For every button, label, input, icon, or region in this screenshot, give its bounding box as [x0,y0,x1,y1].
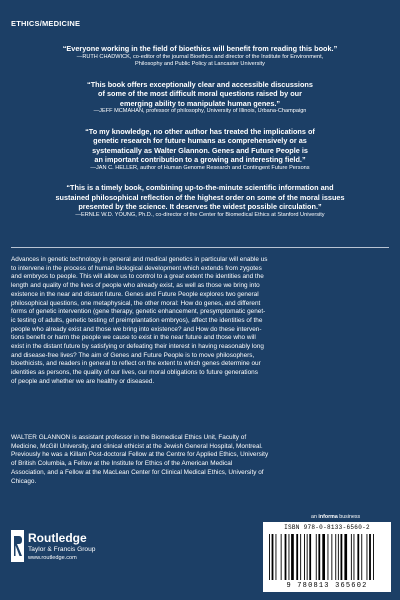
endorsements [0,44,400,230]
tagline-suffix: business [337,514,361,520]
quote-line: genetic research for future humans as comprehensively or as [93,136,307,146]
category-label: ETHICS/MEDICINE [11,19,81,28]
quote-line: systematically as Walter Glannon. Genes and Future People is [92,145,308,155]
description-line: bioethicists, and readers in general to reflect on the extent to which genes determine our [11,360,261,368]
description-line: tions benefit or harm the people we cause to exist in the near future and those who will [11,334,256,342]
author-bio [11,434,391,486]
parent-company-tagline [311,514,360,520]
quote-line: “This book offers exceptionally clear and accessible discussions [87,79,313,89]
publisher-group: Taylor & Francis Group [28,546,96,553]
description-line: and disease-free lives? The aim of Genes and Future People is to move philosophers, [11,351,255,359]
quote-line: an important contribution to a growing and interesting field.” [94,155,306,165]
routledge-logo-icon [11,530,24,562]
quote-line: “Everyone working in the field of bioethics will benefit from reading this book.” [62,44,338,53]
endorsement-quote [0,80,400,116]
description-line: ic testing of adults, genetic testing of preimplantation embryos), affect the identities of the [11,316,263,324]
description-line: and embryos to people. This will allow us to control to a great extent the identities and the [11,273,264,281]
description-line: existence in the near and distant future. Genes and Future People explores two general [11,290,259,298]
endorsement-quote [0,127,400,173]
description-line: forms of genetic intervention (gene therapy, genetic enhancement, presymptomatic genet- [11,308,266,316]
description-line: to intervene in the process of human biological development which extends from zygotes [11,264,262,272]
description-line: identities as persons, the quality of our lives, our moral obligations to future generations [11,369,258,377]
quote-line: “This is a timely book, combining up-to-the-minute scientific information and [66,183,334,193]
description-line: exist in the distant future by satisfying or defeating their interest in having reasonably long [11,343,264,351]
quote-attribution: —JEFF MCMAHAN, professor of philosophy, University of Illinois, Urbana-Champaign [93,108,307,115]
parent-company-name: informa [318,514,338,520]
quote-line: emerging ability to manipulate human genes.” [119,98,281,108]
endorsement-quote [0,183,400,219]
quote-line: sustained philosophical reflection of the highest order on some of the moral issues [55,192,345,202]
description-line: people who already exist and those we bring into existence? and How do these interven- [11,325,262,333]
section-divider [11,247,389,248]
barcode-image [263,532,391,582]
publisher-name: Routledge [28,531,87,545]
description-line: Advances in genetic technology in general and medical genetics in particular will enable us [11,256,268,263]
quote-attribution: —JAN C. HELLER, author of Human Genome Research and Contingent Future Persons [90,164,310,171]
bio-line: Medicine, McGill University, and clinical ethicist at the Jewish General Hospital, Montreal. [11,442,263,450]
bio-line: Previously he was a Killam Post-doctoral Fellow at the Centre for Applied Ethics, University [11,451,269,459]
description-line: length and quality of the lives of people who already exist, as well as those we bring into [11,282,260,290]
endorsement-quote [0,44,400,69]
bio-line: Association, and a Fellow at the MacLean Center for Clinical Medical Ethics, University of [11,468,264,476]
publisher-url: www.routledge.com [28,555,77,561]
bio-line: Chicago. [11,477,37,485]
bio-line: of British Columbia, a Fellow at the Institute for Ethics of the American Medical [11,460,233,468]
isbn-text: ISBN 978-0-8133-6560-2 [284,524,370,531]
description-line: of people and whether we are healthy or diseased. [11,377,155,385]
tagline-prefix: an [311,514,319,520]
bio-line: WALTER GLANNON is assistant professor in the Biomedical Ethics Unit, Faculty of [11,434,247,441]
barcode-digits: 9 780813 365602 [286,582,368,590]
publisher-imprint [11,530,131,572]
quote-line: “To my knowledge, no other author has treated the implications of [85,126,315,136]
description-line: philosophical questions, one metaphysical, the other moral: How do genes, and different [11,299,261,307]
book-description [11,256,391,387]
quote-attribution: —ERNLE W.D. YOUNG, Ph.D., co-director of the Center for Biomedical Ethics at Stanford University [75,211,325,218]
quote-attribution: Philosophy and Public Policy at Lancaster University [135,61,265,68]
quote-attribution: —RUTH CHADWICK, co-editor of the journal Bioethics and director of the Institute for Environment, [76,53,324,60]
quote-line: of some of the most difficult moral questions raised by our [98,89,302,99]
barcode-panel [263,522,391,592]
quote-line: presented by the science. It deserves the widest possible circulation.” [78,202,322,212]
